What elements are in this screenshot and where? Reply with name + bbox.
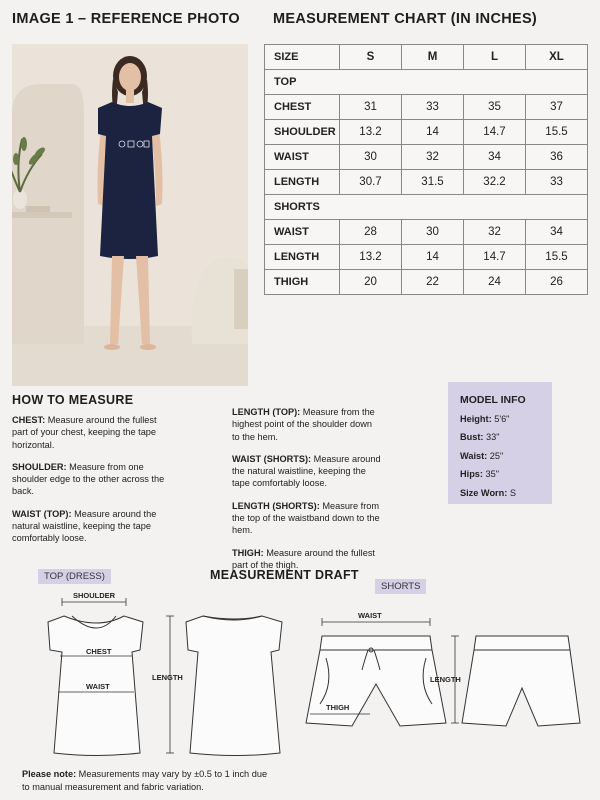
- section-label: TOP: [265, 70, 588, 95]
- table-cell: 14: [402, 120, 464, 145]
- table-row: [265, 245, 588, 270]
- table-cell: 34: [464, 145, 526, 170]
- model-info-row: [460, 447, 552, 465]
- table-row: [265, 220, 588, 245]
- table-cell: 31.5: [402, 170, 464, 195]
- chest-label: CHEST: [86, 647, 112, 656]
- table-row: [265, 95, 588, 120]
- shorts-length-label: LENGTH: [430, 675, 461, 684]
- how-to-measure-left: [12, 414, 172, 555]
- draft-title: MEASUREMENT DRAFT: [210, 568, 359, 582]
- how-to-measure-right: [232, 406, 382, 581]
- table-cell: 34: [526, 220, 588, 245]
- measure-term: CHEST:: [12, 415, 46, 425]
- thigh-label: THIGH: [326, 703, 350, 712]
- length-label: LENGTH: [152, 673, 183, 682]
- model-info-row: [460, 428, 552, 446]
- measure-instruction: [232, 406, 382, 443]
- table-cell: 15.5: [526, 120, 588, 145]
- measure-text: Measure around the fullest part of your chest, keeping the tape horizontal.: [12, 415, 157, 450]
- table-cell: 33: [526, 170, 588, 195]
- table-cell: 30: [402, 220, 464, 245]
- table-cell: 14.7: [464, 120, 526, 145]
- measure-text: Measure around the natural waistline, keeping the tape comfortably loose.: [232, 453, 381, 489]
- model-info-row: [460, 465, 552, 483]
- section-row-shorts: [265, 195, 588, 220]
- measure-instruction: [232, 500, 382, 537]
- model-info-label: Bust:: [460, 432, 484, 443]
- model-info-value: 5'6": [494, 414, 510, 424]
- table-cell: 13.2: [340, 245, 402, 270]
- measure-text: Measure from the highest point of the shoulder down to the hem.: [232, 407, 375, 442]
- table-cell: 36: [526, 145, 588, 170]
- measure-instruction: [12, 461, 172, 498]
- measure-instruction: [12, 414, 172, 451]
- table-cell: 32: [464, 220, 526, 245]
- measure-term: LENGTH (SHORTS):: [232, 500, 320, 511]
- table-row: [265, 145, 588, 170]
- table-cell: 32: [402, 145, 464, 170]
- note-text: Measurements may vary by ±0.5 to 1 inch due to manual measurement and fabric variation.: [22, 769, 268, 792]
- measurement-chart: [264, 44, 588, 295]
- table-cell: 15.5: [526, 245, 588, 270]
- waist-label: WAIST: [86, 682, 110, 691]
- measure-term: SHOULDER:: [12, 461, 67, 472]
- size-column-l: L: [464, 45, 526, 70]
- row-label: SHOULDER: [265, 120, 340, 145]
- table-cell: 33: [402, 95, 464, 120]
- table-cell: 24: [464, 270, 526, 295]
- measure-instruction: [12, 508, 172, 545]
- row-label: CHEST: [265, 95, 340, 120]
- model-info-label: Size Worn:: [460, 487, 508, 498]
- chart-header-row: [265, 45, 588, 70]
- chart-title: MEASUREMENT CHART (IN INCHES): [273, 11, 538, 27]
- table-cell: 37: [526, 95, 588, 120]
- model-info-value: S: [509, 487, 517, 498]
- table-cell: 32.2: [464, 170, 526, 195]
- table-cell: 14.7: [464, 245, 526, 270]
- table-row: [265, 270, 588, 295]
- size-column-xl: XL: [526, 45, 588, 70]
- table-cell: 30: [340, 145, 402, 170]
- measure-instruction: [232, 453, 382, 490]
- table-cell: 20: [340, 270, 402, 295]
- measure-term: THIGH:: [232, 547, 264, 558]
- table-row: [265, 170, 588, 195]
- note: [22, 768, 272, 793]
- note-lead: Please note:: [22, 769, 77, 779]
- table-cell: 31: [340, 95, 402, 120]
- model-info-title: MODEL INFO: [460, 394, 526, 406]
- measure-text: Measure from the top of the waistband down to the hem.: [232, 500, 380, 536]
- model-info-label: Height:: [460, 414, 492, 424]
- row-label: WAIST: [265, 220, 340, 245]
- row-label: LENGTH: [265, 170, 340, 195]
- shorts-tag: SHORTS: [375, 579, 426, 594]
- model-info-value: 33": [486, 432, 500, 443]
- table-cell: 22: [402, 270, 464, 295]
- how-to-measure-title: HOW TO MEASURE: [12, 393, 134, 407]
- model-info-row: [460, 410, 552, 428]
- model-info-value: 25": [489, 450, 504, 461]
- reference-photo: [12, 44, 248, 386]
- row-label: LENGTH: [265, 245, 340, 270]
- table-cell: 30.7: [340, 170, 402, 195]
- photo-title: IMAGE 1 – REFERENCE PHOTO: [12, 11, 240, 27]
- model-info-row: [460, 484, 552, 502]
- table-cell: 35: [464, 95, 526, 120]
- measure-term: WAIST (TOP):: [12, 508, 72, 519]
- table-row: [265, 120, 588, 145]
- measure-term: LENGTH (TOP):: [232, 407, 301, 417]
- model-info-label: Hips:: [460, 469, 483, 480]
- table-cell: 14: [402, 245, 464, 270]
- table-cell: 13.2: [340, 120, 402, 145]
- measurement-draft-drawing: [0, 588, 600, 763]
- shorts-waist-label: WAIST: [358, 611, 382, 620]
- size-column-s: S: [340, 45, 402, 70]
- size-header: SIZE: [265, 45, 340, 70]
- model-info-label: Waist:: [460, 450, 488, 461]
- measure-text: Measure around the fullest part of the thigh.: [232, 547, 375, 570]
- model-info-value: 35": [485, 469, 500, 480]
- table-cell: 28: [340, 220, 402, 245]
- row-label: WAIST: [265, 145, 340, 170]
- measure-text: Measure from one shoulder edge to the other across the back.: [12, 461, 165, 497]
- row-label: THIGH: [265, 270, 340, 295]
- section-label: SHORTS: [265, 195, 588, 220]
- top-dress-tag: TOP (DRESS): [38, 569, 111, 584]
- measure-text: Measure around the natural waistline, keeping the tape comfortably loose.: [12, 508, 157, 544]
- shoulder-label: SHOULDER: [73, 591, 116, 600]
- measure-term: WAIST (SHORTS):: [232, 453, 312, 464]
- size-column-m: M: [402, 45, 464, 70]
- section-row-top: [265, 70, 588, 95]
- model-info-box: [448, 382, 552, 504]
- table-cell: 26: [526, 270, 588, 295]
